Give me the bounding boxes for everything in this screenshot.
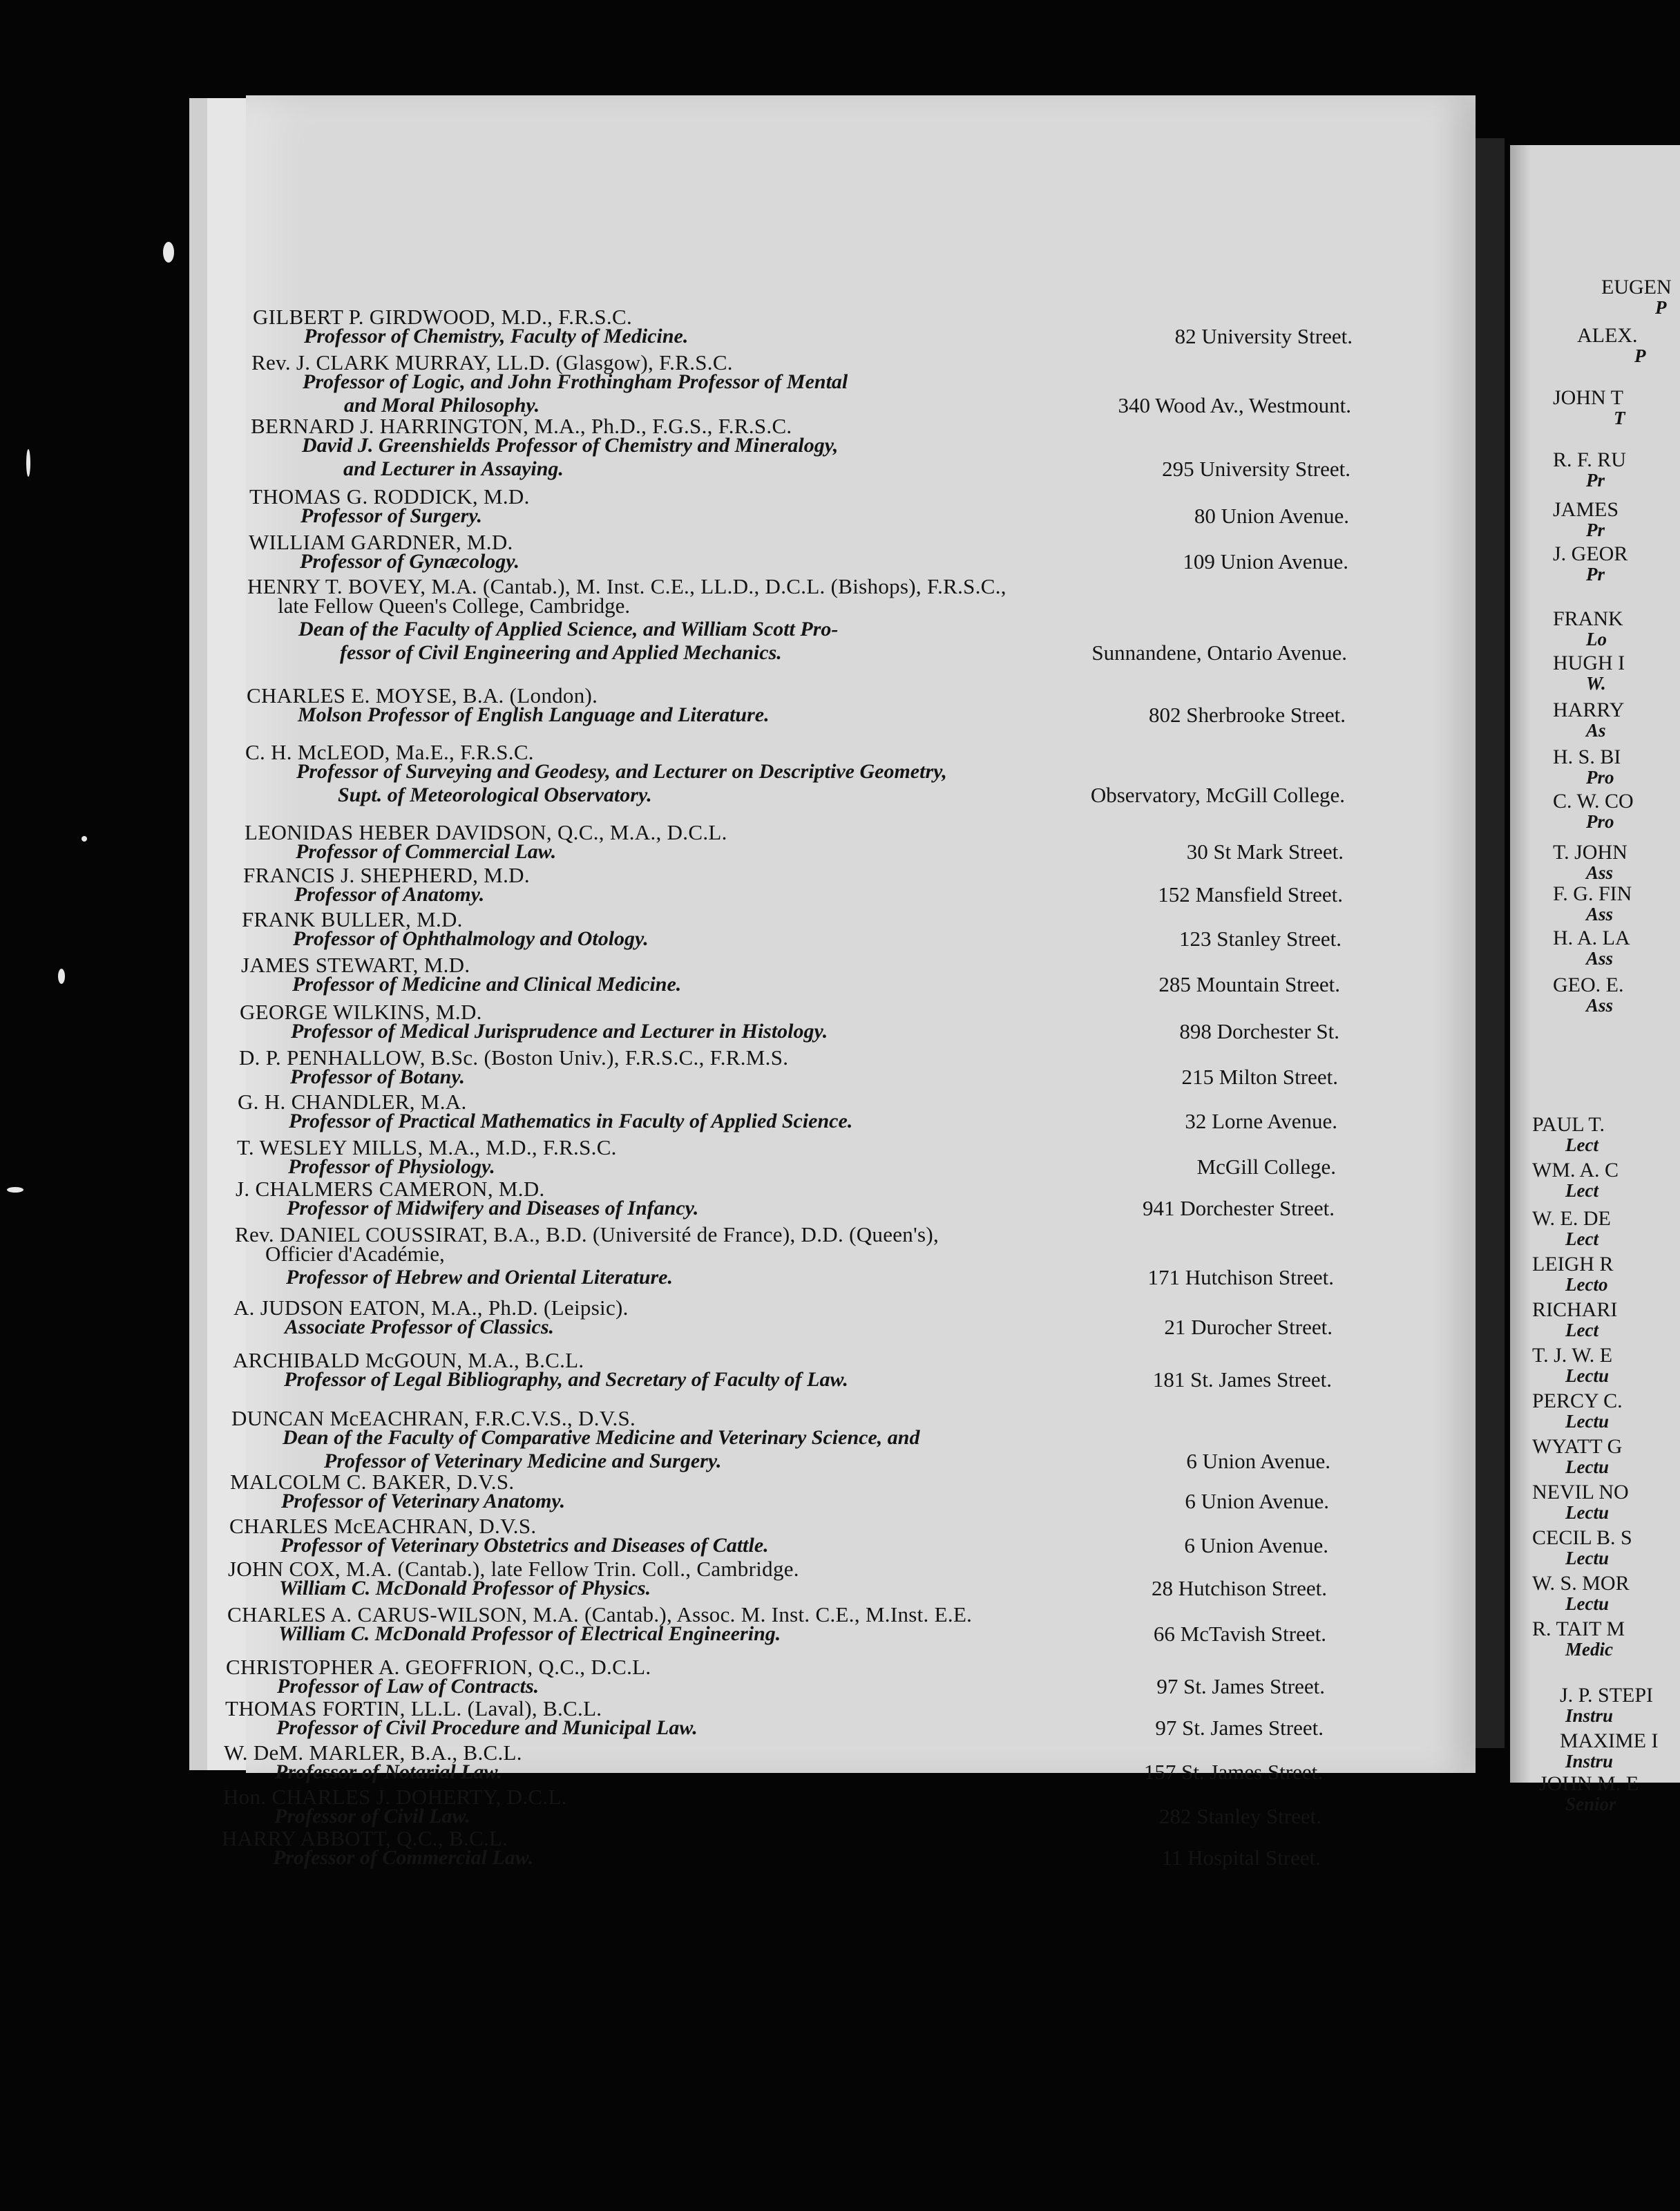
professor-name: THOMAS G. RODDICK, M.D. xyxy=(249,484,530,509)
facing-page-name-fragment: WM. A. C xyxy=(1532,1159,1619,1182)
facing-page-name-fragment: FRANK xyxy=(1553,607,1623,630)
professor-address: 30 St Mark Street. xyxy=(1186,839,1344,864)
facing-page-name-fragment: WYATT G xyxy=(1532,1435,1623,1458)
facing-page-title-fragment: Lectu xyxy=(1565,1593,1609,1614)
professor-address: 171 Hutchison Street. xyxy=(1147,1265,1334,1289)
professor-address: 6 Union Avenue. xyxy=(1186,1449,1330,1473)
professor-name: ARCHIBALD McGOUN, M.A., B.C.L. xyxy=(233,1348,584,1372)
professor-title: Professor of Botany. xyxy=(290,1065,466,1088)
professor-name: Hon. CHARLES J. DOHERTY, D.C.L. xyxy=(223,1785,567,1809)
facing-page-title-fragment: Pro xyxy=(1586,767,1614,788)
facing-page-title-fragment: Pro xyxy=(1586,811,1614,832)
professor-title: Professor of Ophthalmology and Otology. xyxy=(293,927,649,950)
professor-address: 6 Union Avenue. xyxy=(1185,1489,1329,1513)
facing-page-name-fragment: HARRY xyxy=(1553,699,1625,721)
professor-address: 109 Union Avenue. xyxy=(1183,549,1348,573)
facing-page-name-fragment: W. S. MOR xyxy=(1532,1572,1630,1595)
facing-page-title-fragment: Ass xyxy=(1586,995,1614,1016)
professor-address: Observatory, McGill College. xyxy=(1090,783,1345,807)
professor-title: Professor of Midwifery and Diseases of Infancy. xyxy=(287,1197,699,1220)
professor-name: Rev. J. CLARK MURRAY, LL.D. (Glasgow), F.R.S.C. xyxy=(251,350,733,374)
professor-title: Professor of Commercial Law. xyxy=(273,1846,534,1869)
professor-title: Professor of Logic, and John Frothingham Professor of Mental xyxy=(303,370,848,393)
scan-speck xyxy=(58,969,65,984)
professor-address: 21 Durocher Street. xyxy=(1164,1315,1333,1339)
facing-page-name-fragment: PAUL T. xyxy=(1532,1113,1605,1136)
professor-name: CHARLES A. CARUS-WILSON, M.A. (Cantab.), Assoc. M. Inst. C.E., M.Inst. E.E. xyxy=(227,1602,973,1626)
professor-name: WILLIAM GARDNER, M.D. xyxy=(249,530,513,554)
facing-page-name-fragment: T. JOHN xyxy=(1553,841,1628,864)
facing-page-title-fragment: As xyxy=(1586,720,1606,741)
facing-page-title-fragment: Pr xyxy=(1586,470,1605,491)
facing-page-title-fragment: Lectu xyxy=(1565,1502,1609,1523)
professor-name: HENRY T. BOVEY, M.A. (Cantab.), M. Inst. C.E., LL.D., D.C.L. (Bishops), F.R.S.C., xyxy=(247,574,1006,598)
professor-address: 97 St. James Street. xyxy=(1155,1716,1324,1740)
facing-page-title-fragment: Lecto xyxy=(1565,1274,1608,1295)
professor-title: and Moral Philosophy. xyxy=(344,394,540,417)
facing-page-name-fragment: R. TAIT M xyxy=(1532,1617,1625,1640)
professor-title: Molson Professor of English Language and Literature. xyxy=(298,703,770,726)
professor-title: Professor of Notarial Law. xyxy=(275,1761,502,1783)
professor-address: 32 Lorne Avenue. xyxy=(1185,1109,1337,1133)
professor-address: 28 Hutchison Street. xyxy=(1152,1576,1327,1600)
professor-address: 802 Sherbrooke Street. xyxy=(1149,703,1346,727)
professor-title: Dean of the Faculty of Applied Science, and William Scott Pro- xyxy=(298,618,839,640)
facing-page-name-fragment: JOHN M. E xyxy=(1539,1772,1639,1795)
professor-affiliation: Officier d'Académie, xyxy=(265,1242,445,1266)
facing-page-title-fragment: Lect xyxy=(1565,1180,1598,1201)
professor-address: 282 Stanley Street. xyxy=(1158,1804,1321,1828)
facing-page-title-fragment: Lectu xyxy=(1565,1365,1609,1386)
professor-name: BERNARD J. HARRINGTON, M.A., Ph.D., F.G.S., F.R.S.C. xyxy=(251,414,792,438)
facing-page-title-fragment: P xyxy=(1634,345,1646,366)
professor-address: 285 Mountain Street. xyxy=(1158,972,1340,996)
professor-title: Professor of Surgery. xyxy=(300,504,483,527)
professor-title: Professor of Veterinary Obstetrics and Diseases of Cattle. xyxy=(280,1534,769,1557)
professor-title: fessor of Civil Engineering and Applied Mechanics. xyxy=(340,641,782,664)
facing-page-name-fragment: LEIGH R xyxy=(1532,1253,1614,1275)
professor-title: William C. McDonald Professor of Physics. xyxy=(279,1577,651,1600)
directory-page xyxy=(222,95,1476,1870)
scan-speck xyxy=(82,836,87,842)
professor-title: Professor of Civil Procedure and Municipal Law. xyxy=(276,1716,698,1739)
facing-page-name-fragment: NEVIL NO xyxy=(1532,1481,1629,1503)
professor-name: J. CHALMERS CAMERON, M.D. xyxy=(236,1177,545,1201)
facing-page-title-fragment: Lectu xyxy=(1565,1456,1609,1477)
professor-address: 157 St. James Street. xyxy=(1143,1760,1323,1784)
facing-page-name-fragment: H. A. LA xyxy=(1553,927,1630,949)
professor-address: 295 University Street. xyxy=(1162,457,1350,481)
professor-name: D. P. PENHALLOW, B.Sc. (Boston Univ.), F.R.S.C., F.R.M.S. xyxy=(239,1045,789,1070)
facing-page-title-fragment: Pr xyxy=(1586,564,1605,585)
professor-address: 97 St. James Street. xyxy=(1156,1674,1325,1698)
facing-page-title-fragment: Senior xyxy=(1565,1794,1616,1814)
facing-page-shadow xyxy=(1510,145,1531,1783)
facing-page-title-fragment: P xyxy=(1655,297,1667,318)
professor-address: 80 Union Avenue. xyxy=(1194,504,1349,528)
professor-title: Dean of the Faculty of Comparative Medicine and Veterinary Science, and xyxy=(283,1426,920,1449)
facing-page-title-fragment: W. xyxy=(1586,673,1606,694)
facing-page-name-fragment: RICHARI xyxy=(1532,1298,1618,1321)
professor-address: 6 Union Avenue. xyxy=(1184,1533,1328,1557)
facing-page-title-fragment: Lect xyxy=(1565,1228,1598,1249)
professor-title: Professor of Hebrew and Oriental Literature. xyxy=(286,1266,673,1289)
professor-name: FRANK BULLER, M.D. xyxy=(242,907,463,931)
professor-title: Professor of Veterinary Anatomy. xyxy=(281,1490,566,1512)
facing-page-name-fragment: T. J. W. E xyxy=(1532,1344,1613,1367)
professor-title: Professor of Civil Law. xyxy=(274,1805,470,1828)
facing-page-name-fragment: R. F. RU xyxy=(1553,448,1626,471)
professor-address: 941 Dorchester Street. xyxy=(1142,1196,1335,1220)
professor-address: 181 St. James Street. xyxy=(1152,1367,1332,1392)
facing-page-title-fragment: Ass xyxy=(1586,904,1614,924)
facing-page-title-fragment: Lectu xyxy=(1565,1548,1609,1568)
professor-name: CHARLES E. MOYSE, B.A. (London). xyxy=(247,683,598,708)
professor-title: Professor of Chemistry, Faculty of Medicine. xyxy=(304,325,689,348)
facing-page-name-fragment: H. S. BI xyxy=(1553,746,1621,768)
facing-page-name-fragment: CECIL B. S xyxy=(1532,1526,1632,1549)
professor-name: W. DeM. MARLER, B.A., B.C.L. xyxy=(224,1740,522,1765)
professor-address: 82 University Street. xyxy=(1174,324,1353,348)
professor-title: Professor of Medicine and Clinical Medicine. xyxy=(292,973,682,996)
professor-name: C. H. McLEOD, Ma.E., F.R.S.C. xyxy=(245,740,534,764)
professor-name: FRANCIS J. SHEPHERD, M.D. xyxy=(243,863,530,887)
facing-page-name-fragment: ALEX. xyxy=(1577,324,1638,347)
facing-page-name-fragment: MAXIME I xyxy=(1560,1729,1659,1752)
professor-name: T. WESLEY MILLS, M.A., M.D., F.R.S.C. xyxy=(237,1135,617,1159)
facing-page-title-fragment: Lo xyxy=(1586,629,1607,649)
professor-title: David J. Greenshields Professor of Chemistry and Mineralogy, xyxy=(302,434,839,457)
scan-speck xyxy=(26,449,30,477)
facing-page-title-fragment: Ass xyxy=(1586,948,1614,969)
professor-address: 898 Dorchester St. xyxy=(1179,1019,1339,1043)
professor-address: Sunnandene, Ontario Avenue. xyxy=(1091,640,1347,665)
facing-page-title-fragment: Lect xyxy=(1565,1320,1598,1340)
professor-name: HARRY ABBOTT, Q.C., B.C.L. xyxy=(222,1826,508,1850)
professor-title: Professor of Veterinary Medicine and Surgery. xyxy=(324,1450,722,1472)
facing-page-name-fragment: J. GEOR xyxy=(1553,542,1628,565)
professor-name: CHARLES McEACHRAN, D.V.S. xyxy=(229,1514,537,1538)
professor-address: 340 Wood Av., Westmount. xyxy=(1118,393,1351,417)
facing-page-name-fragment: EUGEN xyxy=(1601,276,1672,298)
facing-page-title-fragment: Instru xyxy=(1565,1751,1614,1772)
facing-page-title-fragment: Lectu xyxy=(1565,1411,1609,1432)
facing-page-name-fragment: C. W. CO xyxy=(1553,790,1634,813)
professor-name: DUNCAN McEACHRAN, F.R.C.V.S., D.V.S. xyxy=(231,1406,636,1430)
professor-name: MALCOLM C. BAKER, D.V.S. xyxy=(230,1470,515,1494)
professor-name: GEORGE WILKINS, M.D. xyxy=(240,1000,482,1024)
facing-page-title-fragment: Medic xyxy=(1565,1639,1613,1660)
professor-name: JOHN COX, M.A. (Cantab.), late Fellow Trin. Coll., Cambridge. xyxy=(228,1557,799,1581)
professor-title: Professor of Legal Bibliography, and Secretary of Faculty of Law. xyxy=(284,1368,848,1391)
facing-page-name-fragment: PERCY C. xyxy=(1532,1389,1623,1412)
professor-name: GILBERT P. GIRDWOOD, M.D., F.R.S.C. xyxy=(253,305,633,329)
professor-affiliation: late Fellow Queen's College, Cambridge. xyxy=(278,594,631,618)
facing-page-title-fragment: Pr xyxy=(1586,520,1605,540)
professor-title: Professor of Surveying and Geodesy, and Lecturer on Descriptive Geometry, xyxy=(296,760,947,783)
professor-address: 11 Hospital Street. xyxy=(1161,1845,1321,1870)
professor-address: 123 Stanley Street. xyxy=(1178,927,1342,951)
facing-page-name-fragment: JAMES xyxy=(1553,498,1619,521)
professor-name: LEONIDAS HEBER DAVIDSON, Q.C., M.A., D.C.L. xyxy=(245,820,727,844)
professor-title: Associate Professor of Classics. xyxy=(285,1316,554,1338)
facing-page-title-fragment: Instru xyxy=(1565,1705,1614,1726)
facing-page-name-fragment: JOHN T xyxy=(1553,386,1623,409)
professor-address: 66 McTavish Street. xyxy=(1153,1622,1326,1646)
professor-title: Professor of Practical Mathematics in Faculty of Applied Science. xyxy=(289,1110,853,1132)
facing-page-name-fragment: F. G. FIN xyxy=(1553,882,1632,905)
professor-title: and Lecturer in Assaying. xyxy=(343,457,564,480)
facing-page-title-fragment: Lect xyxy=(1565,1135,1598,1155)
scan-speck xyxy=(7,1187,23,1193)
professor-title: Professor of Commercial Law. xyxy=(296,840,557,863)
facing-page-name-fragment: J. P. STEPI xyxy=(1560,1684,1654,1707)
facing-page-name-fragment: W. E. DE xyxy=(1532,1207,1611,1230)
facing-page-title-fragment: Ass xyxy=(1586,862,1614,883)
professor-title: Professor of Law of Contracts. xyxy=(277,1675,540,1698)
professor-title: Professor of Gynæcology. xyxy=(300,550,520,573)
facing-page-title-fragment: T xyxy=(1614,408,1625,428)
facing-page-name-fragment: HUGH I xyxy=(1553,652,1625,674)
professor-title: Professor of Physiology. xyxy=(288,1155,495,1178)
professor-title: Professor of Anatomy. xyxy=(294,883,485,906)
professor-name: A. JUDSON EATON, M.A., Ph.D. (Leipsic). xyxy=(233,1296,629,1320)
professor-directory xyxy=(222,95,1476,1870)
professor-name: Rev. DANIEL COUSSIRAT, B.A., B.D. (Université de France), D.D. (Queen's), xyxy=(235,1222,939,1246)
professor-name: G. H. CHANDLER, M.A. xyxy=(238,1090,467,1114)
professor-name: JAMES STEWART, M.D. xyxy=(241,953,470,977)
professor-name: THOMAS FORTIN, LL.L. (Laval), B.C.L. xyxy=(225,1696,602,1720)
professor-address: 215 Milton Street. xyxy=(1181,1065,1338,1089)
professor-address: McGill College. xyxy=(1196,1155,1336,1179)
scan-speck xyxy=(163,242,174,263)
facing-page-name-fragment: GEO. E. xyxy=(1553,974,1624,996)
professor-title: Professor of Medical Jurisprudence and Lecturer in Histology. xyxy=(291,1020,828,1043)
professor-title: Supt. of Meteorological Observatory. xyxy=(338,784,652,806)
professor-title: William C. McDonald Professor of Electrical Engineering. xyxy=(278,1622,781,1645)
professor-name: CHRISTOPHER A. GEOFFRION, Q.C., D.C.L. xyxy=(226,1655,651,1679)
professor-address: 152 Mansfield Street. xyxy=(1158,882,1343,907)
